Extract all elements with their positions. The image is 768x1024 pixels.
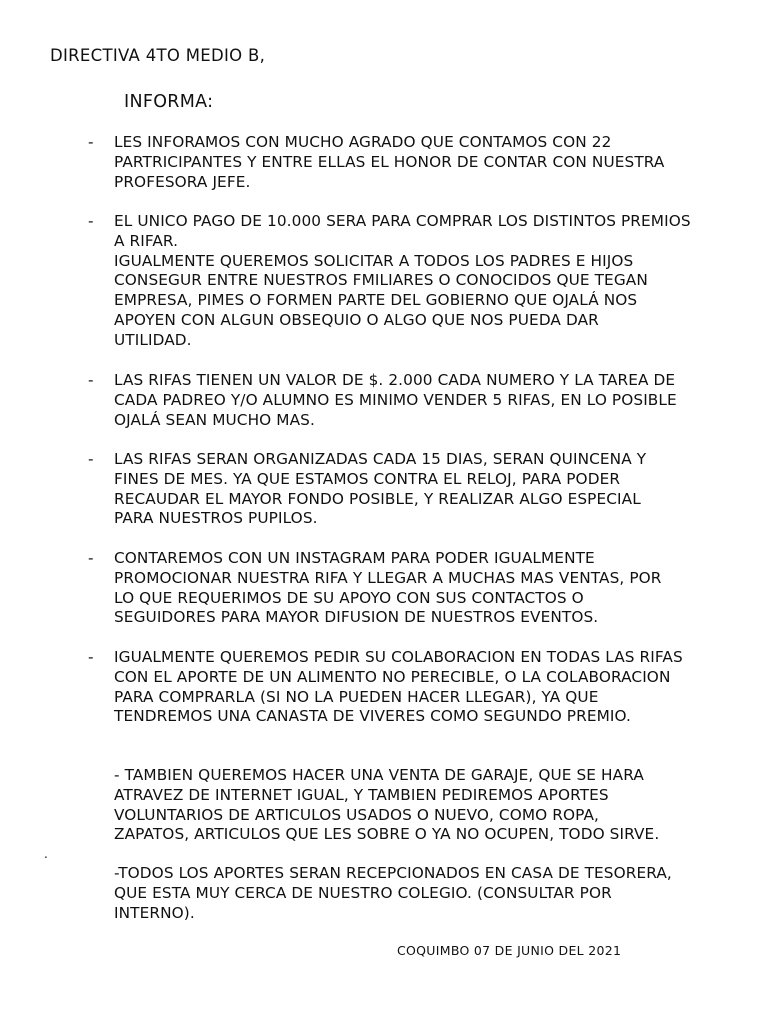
list-item-text: IGUALMENTE QUEREMOS PEDIR SU COLABORACION EN TODAS LAS RIFAS CON EL APORTE DE UN ALIMENTO NO PERECIBLE, O LA COLABORACION PARA COMPRARLA (SI NO LA PUEDEN HACER LLEGAR), YA QUE TENDREMOS UNA CANASTA DE VIVERES COMO SEGUNDO PREMIO. xyxy=(114,648,683,726)
list-item-text: LES INFORAMOS CON MUCHO AGRADO QUE CONTAMOS CON 22 PARTRICIPANTES Y ENTRE ELLAS EL HONOR DE CONTAR CON NUESTRA PROFESORA JEFE. xyxy=(114,133,665,191)
bullet-dash: - xyxy=(88,450,94,468)
list-item-text: LAS RIFAS TIENEN UN VALOR DE $. 2.000 CADA NUMERO Y LA TAREA DE CADA PADREO Y/O ALUMNO ES MINIMO VENDER 5 RIFAS, EN LO POSIBLE OJALÁ SEAN MUCHO MAS. xyxy=(114,371,677,429)
list-item-text: CONTAREMOS CON UN INSTAGRAM PARA PODER IGUALMENTE PROMOCIONAR NUESTRA RIFA Y LLEGAR A MUCHAS MAS VENTAS, POR LO QUE REQUERIMOS DE SU APOYO CON SUS CONTACTOS O SEGUIDORES PARA MAYOR DIFUSION DE NUESTROS EVENTOS. xyxy=(114,549,662,627)
date-line: COQUIMBO 07 DE JUNIO DEL 2021 xyxy=(397,943,622,958)
list-item xyxy=(88,133,728,192)
list-item xyxy=(88,549,728,628)
stray-mark: . xyxy=(44,847,48,861)
bullet-dash: - xyxy=(88,648,94,666)
list-item xyxy=(88,450,728,529)
list-item-text: EL UNICO PAGO DE 10.000 SERA PARA COMPRAR LOS DISTINTOS PREMIOS A RIFAR. IGUALMENTE QUEREMOS SOLICITAR A TODOS LOS PADRES E HIJOS CONSEGUR ENTRE NUESTROS FMILIARES O CONOCIDOS QUE TEGAN EMPRESA, PIMES O FORMEN PARTE DEL GOBIERNO QUE OJALÁ NOS APOYEN CON ALGUN OBSEQUIO O ALGO QUE NOS PUEDA DAR UTILIDAD. xyxy=(114,212,691,349)
list-item xyxy=(88,648,728,727)
list-item xyxy=(88,371,728,430)
list-item xyxy=(88,212,728,351)
document-title: DIRECTIVA 4TO MEDIO B, xyxy=(50,46,266,65)
paragraph-garage-sale: - TAMBIEN QUEREMOS HACER UNA VENTA DE GARAJE, QUE SE HARA ATRAVEZ DE INTERNET IGUAL, Y TAMBIEN PEDIREMOS APORTES VOLUNTARIOS DE ARTICULOS USADOS O NUEVO, COMO ROPA, ZAPATOS, ARTICULOS QUE LES SOBRE O YA NO OCUPEN, TODO SIRVE. xyxy=(114,766,660,844)
paragraph-donations: -TODOS LOS APORTES SERAN RECEPCIONADOS EN CASA DE TESORERA, QUE ESTA MUY CERCA DE NUESTRO COLEGIO. (CONSULTAR POR INTERNO). xyxy=(114,864,672,922)
document-subtitle: INFORMA: xyxy=(124,92,214,112)
list-item-text: LAS RIFAS SERAN ORGANIZADAS CADA 15 DIAS, SERAN QUINCENA Y FINES DE MES. YA QUE ESTAMOS CONTRA EL RELOJ, PARA PODER RECAUDAR EL MAYOR FONDO POSIBLE, Y REALIZAR ALGO ESPECIAL PARA NUESTROS PUPILOS. xyxy=(114,450,647,528)
bullet-dash: - xyxy=(88,212,94,230)
bullet-dash: - xyxy=(88,371,94,389)
bullet-dash: - xyxy=(88,549,94,567)
bullet-dash: - xyxy=(88,133,94,151)
